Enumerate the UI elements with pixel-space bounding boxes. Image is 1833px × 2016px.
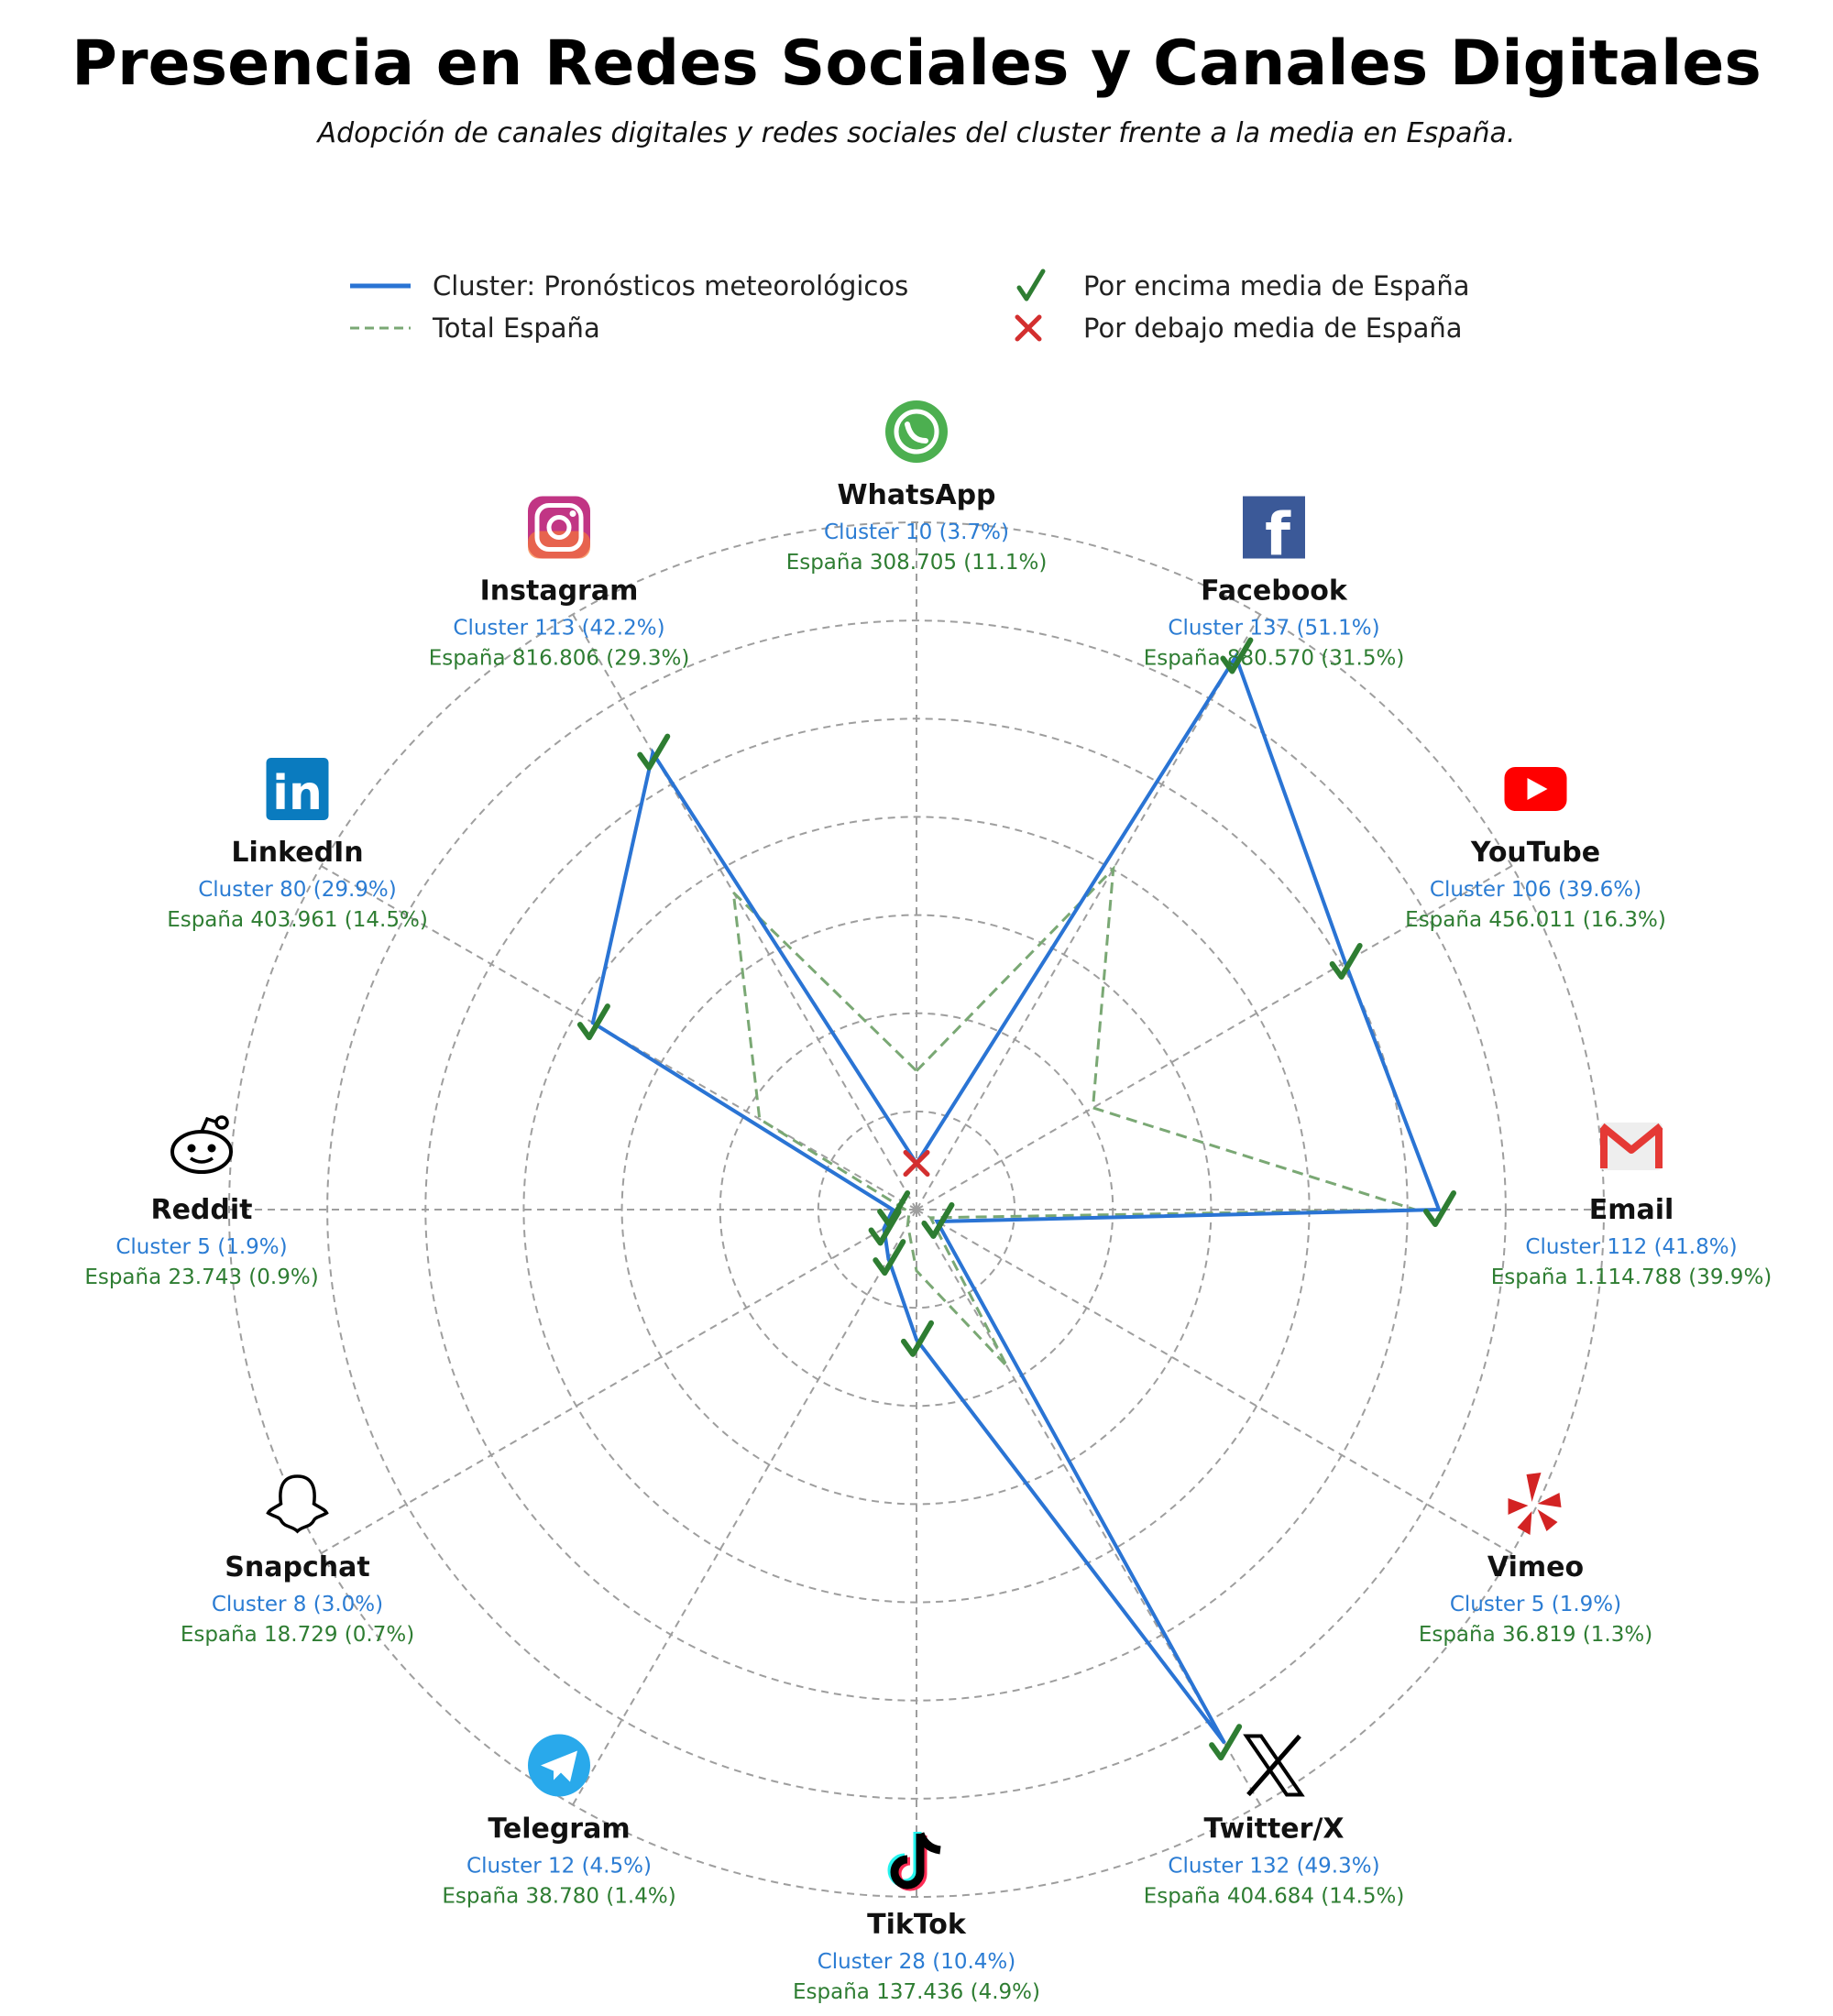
chart-subtitle: Adopción de canales digitales y redes sociales del cluster frente a la media en España. [317,117,1516,149]
yelp-icon [1508,1473,1561,1535]
facebook-icon [1243,497,1305,570]
cluster-value-label: Cluster 28 (10.4%) [817,1950,1016,1974]
legend-label-below: Por debajo media de España [1083,312,1463,344]
cluster-value-label: Cluster 137 (51.1%) [1168,616,1380,641]
x-icon [1246,1736,1301,1794]
spain-value-label: España 456.011 (16.3%) [1405,908,1666,932]
youtube-icon [1504,767,1566,811]
axis-label: Reddit [150,1194,253,1226]
telegram-icon [528,1734,590,1796]
cluster-value-label: Cluster 113 (42.2%) [453,616,665,641]
axis-label-group [1419,1473,1652,1647]
linkedin-icon [267,758,329,821]
spain-value-label: España 36.819 (1.3%) [1418,1623,1653,1647]
tiktok-icon [892,1832,940,1887]
axis-label-group [429,497,690,671]
spain-value-label: España 816.806 (29.3%) [428,646,690,671]
cluster-value-label: Cluster 8 (3.0%) [211,1593,384,1616]
cluster-value-label: Cluster 12 (4.5%) [466,1854,652,1879]
reddit-icon [172,1117,231,1172]
email-icon [1600,1123,1663,1170]
axis-label: Snapchat [225,1551,370,1583]
axis-label-group [1144,1736,1405,1908]
spain-value-label: España 880.570 (31.5%) [1143,646,1405,671]
grid-spoke [916,614,1260,1210]
axis-label: LinkedIn [231,837,364,869]
legend-label-cluster: Cluster: Pronósticos meteorológicos [433,270,909,301]
axis-label: Instagram [479,575,639,608]
axis-label: WhatsApp [837,479,996,511]
spain-value-label: España 404.684 (14.5%) [1143,1884,1405,1909]
svg-text:in: in [272,766,323,821]
axis-label-group [84,1117,318,1289]
legend-label-above: Por encima media de España [1083,270,1470,301]
grid-spoke [916,1210,1512,1553]
axis-label-group [442,1734,675,1908]
cluster-value-label: Cluster 106 (39.6%) [1429,878,1642,902]
axis-label-group [181,1476,414,1647]
spain-value-label: España 1.114.788 (39.9%) [1490,1265,1773,1289]
axis-label: TikTok [867,1909,966,1941]
axis-label: Facebook [1201,575,1347,608]
cluster-value-label: Cluster 5 (1.9%) [115,1235,288,1259]
spain-value-label: España 308.705 (11.1%) [785,551,1048,575]
axis-label: YouTube [1470,837,1601,869]
grid-spoke [321,1210,916,1553]
axis-label: Vimeo [1487,1551,1585,1583]
legend-label-spain: Total España [433,312,600,344]
cluster-value-label: Cluster 5 (1.9%) [1449,1593,1622,1616]
chart-title: Presencia en Redes Sociales y Canales Digitales [71,27,1762,100]
grid-spoke [573,1210,916,1805]
spain-value-label: España 403.961 (14.5%) [167,908,428,932]
instagram-icon [528,497,590,559]
spain-value-label: España 18.729 (0.7%) [180,1623,415,1647]
cluster-value-label: Cluster 112 (41.8%) [1525,1235,1738,1259]
grid-spoke [573,614,916,1210]
axis-label: Email [1588,1194,1674,1226]
cluster-value-label: Cluster 132 (49.3%) [1168,1854,1380,1879]
cluster-value-label: Cluster 10 (3.7%) [824,520,1009,544]
spain-value-label: España 137.436 (4.9%) [793,1980,1040,2004]
spain-value-label: España 23.743 (0.9%) [84,1265,319,1289]
spain-value-label: España 38.780 (1.4%) [442,1884,676,1909]
axis-label: Telegram [488,1813,631,1846]
series-line-cluster [593,657,1439,1744]
whatsapp-icon [885,400,948,463]
snapchat-icon [269,1476,327,1531]
axis-label: Twitter/X [1203,1813,1345,1846]
axis-label-group [1405,767,1666,932]
cluster-value-label: Cluster 80 (29.9%) [198,878,397,902]
svg-text:f: f [1265,501,1290,570]
axis-label-group [1144,497,1405,671]
axis-label-group [793,1832,1040,2004]
axis-label-group [1491,1123,1773,1289]
